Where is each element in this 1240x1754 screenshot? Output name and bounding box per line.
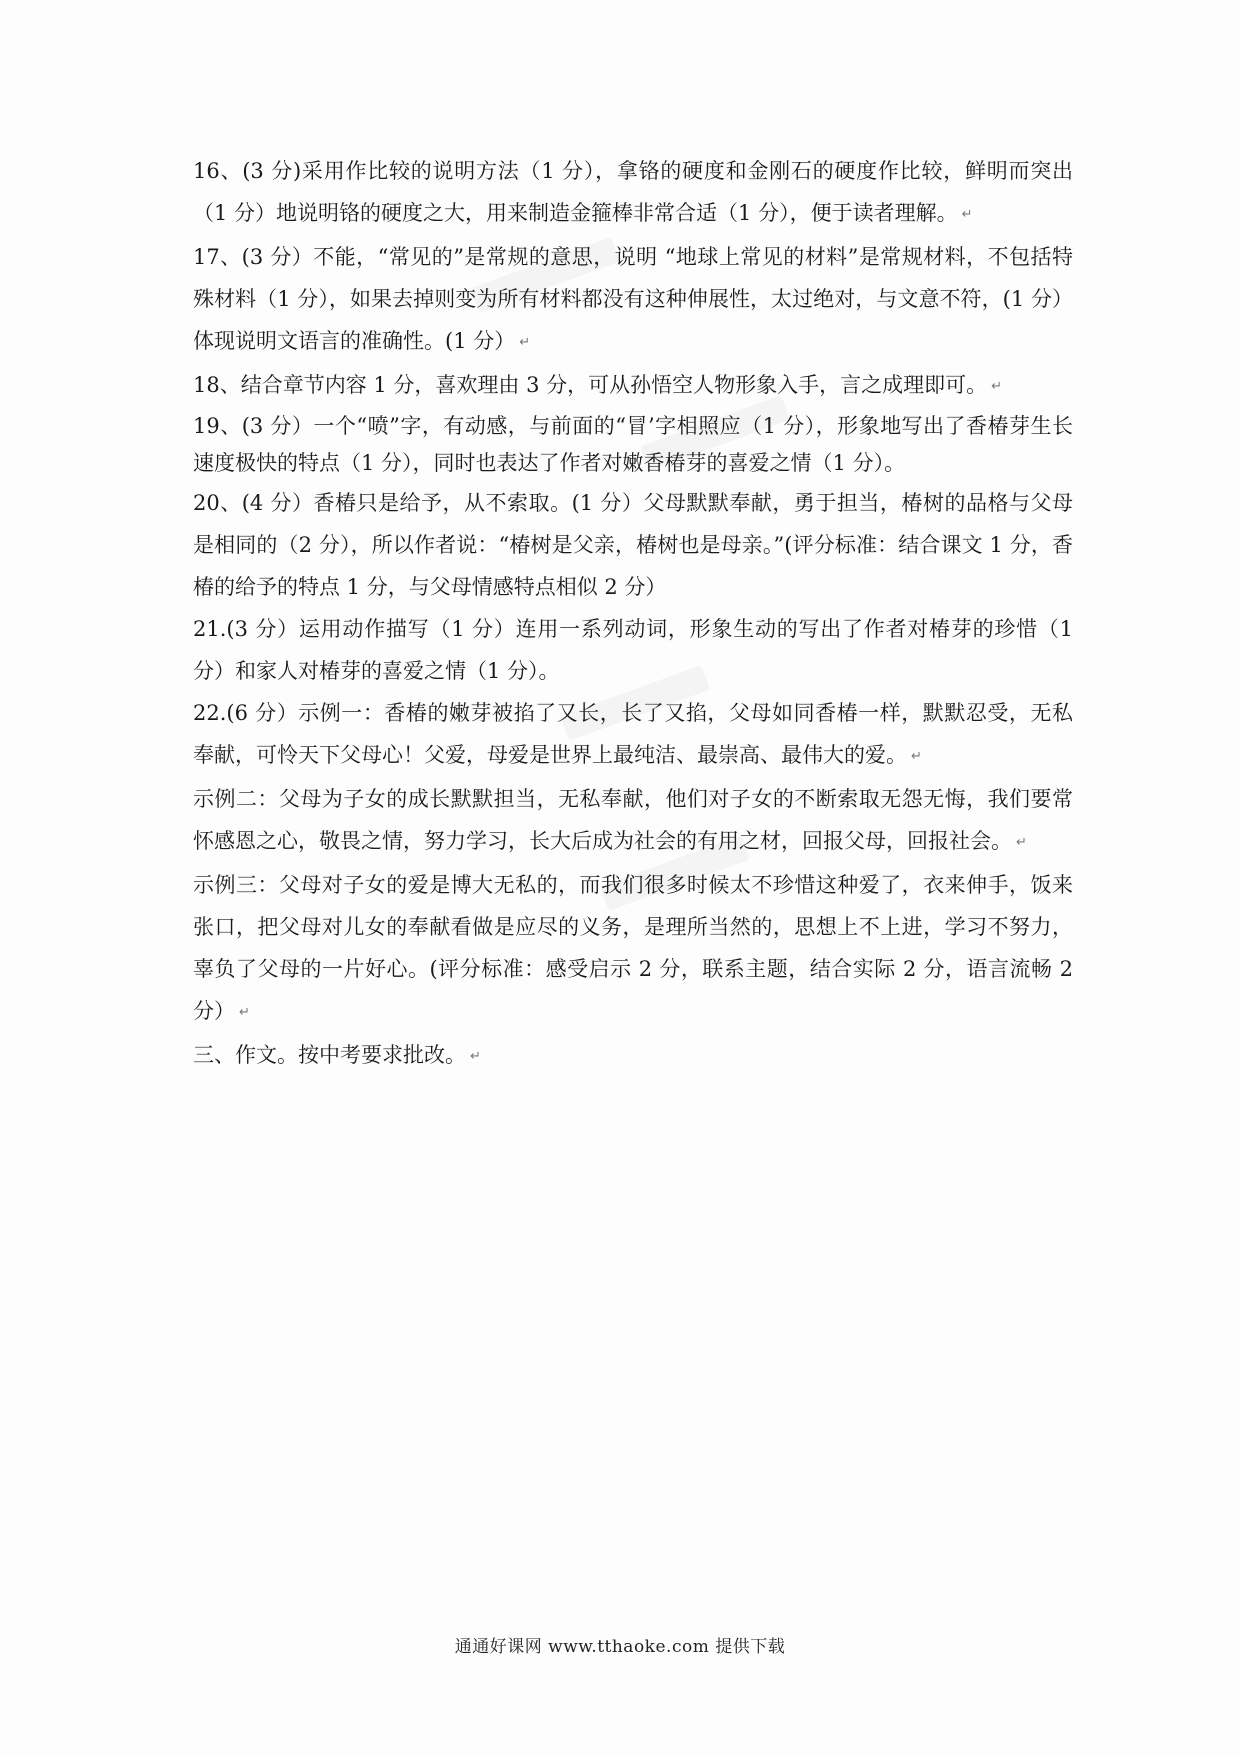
answer-21: 21.(3 分）运用动作描写（1 分）连用一系列动词，形象生动的写出了作者对椿芽的珍惜（1 分）和家人对椿芽的喜爱之情（1 分）。 xyxy=(193,617,1073,683)
paragraph-mark: ↵ xyxy=(911,749,922,764)
answer-22-example-2: 示例二：父母为子女的成长默默担当，无私奉献，他们对子女的不断索取无怨无悔，我们要常怀感恩之心，敬畏之情，努力学习，长大后成为社会的有用之材，回报父母，回报社会。 ↵ xyxy=(193,787,1073,853)
paragraph-mark: ↵ xyxy=(1016,835,1027,850)
essay-note: 三、作文。按中考要求批改。 ↵ xyxy=(193,1043,481,1067)
answer-18: 18、结合章节内容 1 分，喜欢理由 3 分，可从孙悟空人物形象入手，言之成理即可。 ↵ xyxy=(193,373,1003,397)
paragraph-mark: ↵ xyxy=(961,207,973,222)
paragraph-mark: ↵ xyxy=(239,1005,250,1020)
page-footer: 通通好课网 www.tthaoke.com 提供下载 xyxy=(454,1637,786,1657)
answer-22: 22.(6 分）示例一：香椿的嫩芽被掐了又长，长了又掐，父母如同香椿一样，默默忍受，无私奉献，可怜天下父母心！父爱，母爱是世界上最纯洁、最崇高、最伟大的爱。 ↵ xyxy=(193,701,1073,767)
answer-20: 20、(4 分）香椿只是给予，从不索取。(1 分）父母默默奉献，勇于担当，椿树的品格与父母是相同的（2 分），所以作者说：“椿树是父亲，椿树也是母亲。”(评分标准：结合课文 1 分，香椿的给予的特点 1 分，与父母情感特点相似 2 分） xyxy=(193,491,1073,599)
answer-content xyxy=(193,150,1073,1078)
answer-16: 16、(3 分)采用作比较的说明方法（1 分），拿铬的硬度和金刚石的硬度作比较，鲜明而突出（1 分）地说明铬的硬度之大，用来制造金箍棒非常合适（1 分），便于读者理解。 ↵ xyxy=(193,159,1073,225)
paragraph-mark: ↵ xyxy=(470,1049,481,1064)
paragraph-mark: ↵ xyxy=(991,379,1003,394)
answer-19: 19、(3 分）一个“喷”字，有动感，与前面的“冒’字相照应（1 分），形象地写出了香椿芽生长速度极快的特点（1 分），同时也表达了作者对嫩香椿芽的喜爱之情（1 分）。 xyxy=(193,414,1073,475)
paragraph-mark: ↵ xyxy=(519,335,531,350)
answer-22-example-3: 示例三：父母对子女的爱是博大无私的，而我们很多时候太不珍惜这种爱了，衣来伸手，饭来张口，把父母对儿女的奉献看做是应尽的义务，是理所当然的，思想上不上进，学习不努力，辜负了父母的一片好心。(评分标准：感受启示 2 分，联系主题，结合实际 2 分，语言流畅 2 分） ↵ xyxy=(193,873,1073,1023)
answer-17: 17、(3 分）不能，“常见的”是常规的意思，说明 “地球上常见的材料”是常规材料，不包括特殊材料（1 分），如果去掉则变为所有材料都没有这种伸展性，太过绝对，与文意不符，(1 分）体现说明文语言的准确性。(1 分） ↵ xyxy=(193,245,1073,353)
